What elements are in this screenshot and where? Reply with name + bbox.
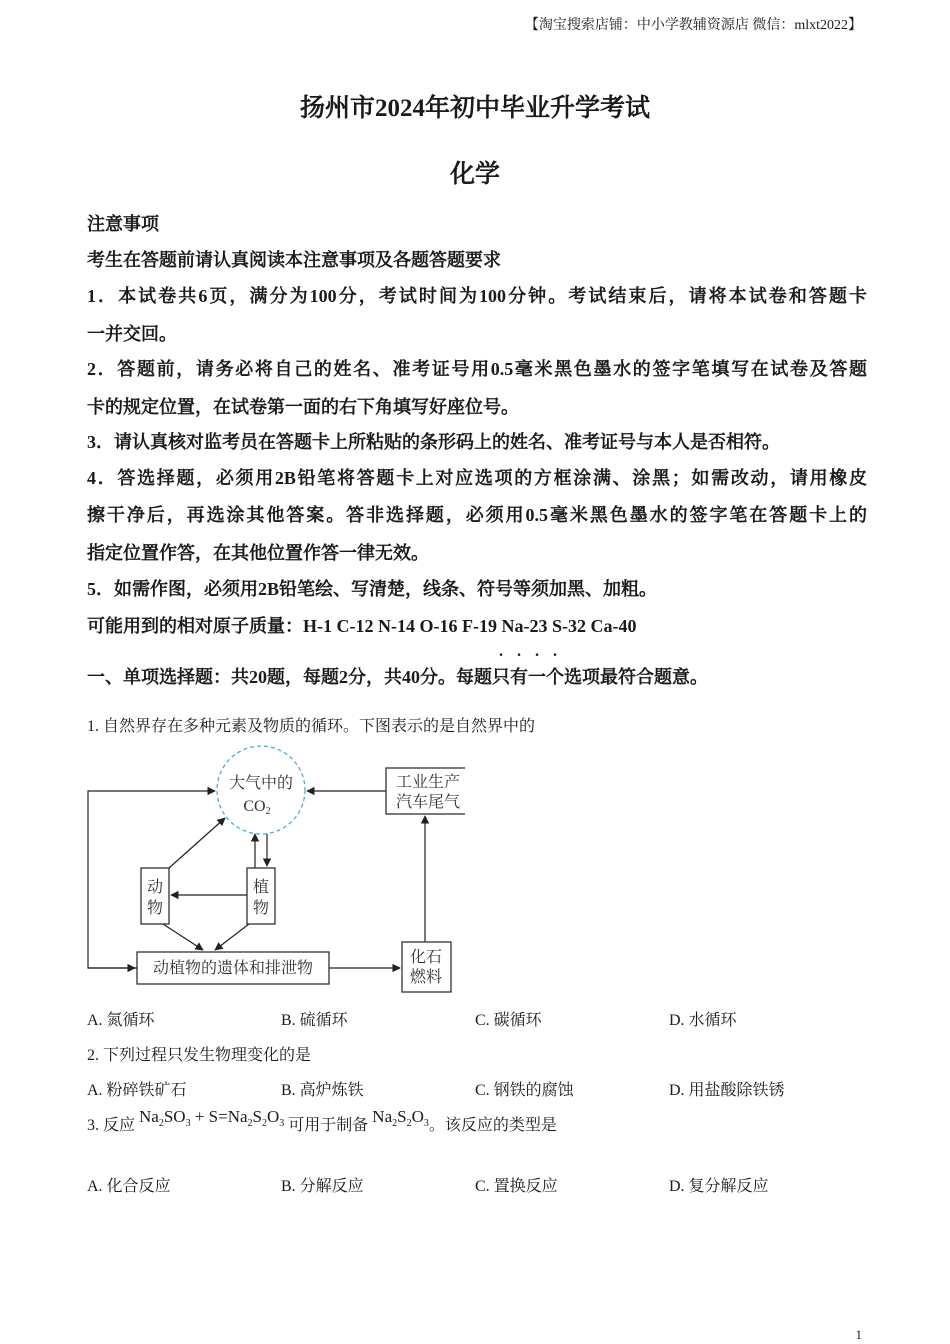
notice-item-1b: 一并交回。	[87, 324, 177, 344]
emphasis-char: 一	[528, 667, 546, 687]
q3-option-b[interactable]: B. 分解反应	[281, 1178, 364, 1195]
q1-option-b[interactable]: B. 硫循环	[281, 1012, 348, 1029]
subject-title: 化学	[449, 161, 500, 188]
reaction-equation: $Na_2SO_3 + S=Na_2S_2O_3$	[139, 1107, 285, 1129]
co2-label-line2: CO2	[243, 798, 271, 817]
co2-label-line1: 大气中的	[228, 775, 294, 792]
q2-option-a[interactable]: A. 粉碎铁矿石	[87, 1082, 187, 1099]
animal-label-2: 物	[146, 900, 164, 917]
q2-option-b[interactable]: B. 高炉炼铁	[281, 1082, 364, 1099]
animal-label-1: 动	[146, 879, 164, 896]
notice-item-5: 5．如需作图，必须用2B铅笔绘、写清楚，线条、符号等须加黑、加粗。	[87, 579, 658, 599]
emphasis-char: 有	[510, 667, 528, 687]
emphasis-char: 只	[492, 667, 510, 687]
notice-item-4a: 4．答选择题，必须用2B铅笔将答题卡上对应选项的方框涂满、涂黑；如需改动，请用橡皮	[87, 468, 867, 488]
carbon-cycle-diagram	[85, 742, 465, 998]
remains-label: 动植物的遗体和排泄物	[152, 960, 314, 977]
question-3-stem: 3. 反应 $Na_2SO_3 + S=Na_2S_2O_3$ 可用于制备 $Na_2S_2O_3$。该反应的类型是	[87, 1107, 557, 1134]
q1-option-a[interactable]: A. 氮循环	[87, 1012, 155, 1029]
notice-heading: 注意事项	[87, 214, 159, 234]
q1-option-c[interactable]: C. 碳循环	[475, 1012, 542, 1029]
q3-option-a[interactable]: A. 化合反应	[87, 1178, 171, 1195]
atomic-masses: 可能用到的相对原子质量：H-1 C-12 N-14 O-16 F-19 Na-23 S-32 Ca-40	[87, 616, 637, 636]
question-2-stem: 2. 下列过程只发生物理变化的是	[87, 1047, 312, 1064]
notice-item-4c: 指定位置作答，在其他位置作答一律无效。	[87, 543, 429, 563]
q2-option-d[interactable]: D. 用盐酸除铁锈	[669, 1082, 785, 1099]
product-formula: $Na_2S_2O_3$	[372, 1107, 429, 1129]
notice-item-2b: 卡的规定位置，在试卷第一面的右下角填写好座位号。	[87, 397, 519, 417]
notice-item-1a: 1．本试卷共6页，满分为100分，考试时间为100分钟。考试结束后，请将本试卷和答题卡	[87, 286, 867, 306]
question-1-stem: 1. 自然界存在多种元素及物质的循环。下图表示的是自然界中的	[87, 718, 536, 735]
q2-option-c[interactable]: C. 钢铁的腐蚀	[475, 1082, 574, 1099]
industry-label-line2: 汽车尾气	[395, 794, 461, 811]
page-number: 1	[855, 1327, 862, 1342]
q1-option-d[interactable]: D. 水循环	[669, 1012, 737, 1029]
notice-item-2a: 2．答题前，请务必将自己的姓名、准考证号用0.5毫米黑色墨水的签字笔填写在试卷及答题	[87, 359, 867, 379]
emphasis-char: 个	[546, 667, 564, 687]
notice-item-3: 3．请认真核对监考员在答题卡上所粘贴的条形码上的姓名、准考证号与本人是否相符。	[87, 432, 780, 452]
section-heading: 一、单项选择题：共20题，每题2分，共40分。每题只有一个选项最符合题意。	[87, 663, 867, 689]
fossil-label-2: 燃料	[409, 969, 443, 986]
notice-intro: 考生在答题前请认真阅读本注意事项及各题答题要求	[87, 250, 501, 270]
fossil-label-1: 化石	[409, 949, 443, 966]
plant-label-2: 物	[252, 900, 270, 917]
plant-label-1: 植	[252, 879, 270, 896]
q3-option-d[interactable]: D. 复分解反应	[669, 1178, 769, 1195]
header-note: 【淘宝搜索店铺：中小学教辅资源店 微信：mlxt2022】	[524, 18, 862, 33]
exam-title: 扬州市2024年初中毕业升学考试	[299, 95, 650, 122]
industry-label-line1: 工业生产	[395, 774, 461, 791]
q3-option-c[interactable]: C. 置换反应	[475, 1178, 558, 1195]
notice-item-4b: 擦干净后，再选涂其他答案。答非选择题，必须用0.5毫米黑色墨水的签字笔在答题卡上的	[87, 505, 867, 525]
